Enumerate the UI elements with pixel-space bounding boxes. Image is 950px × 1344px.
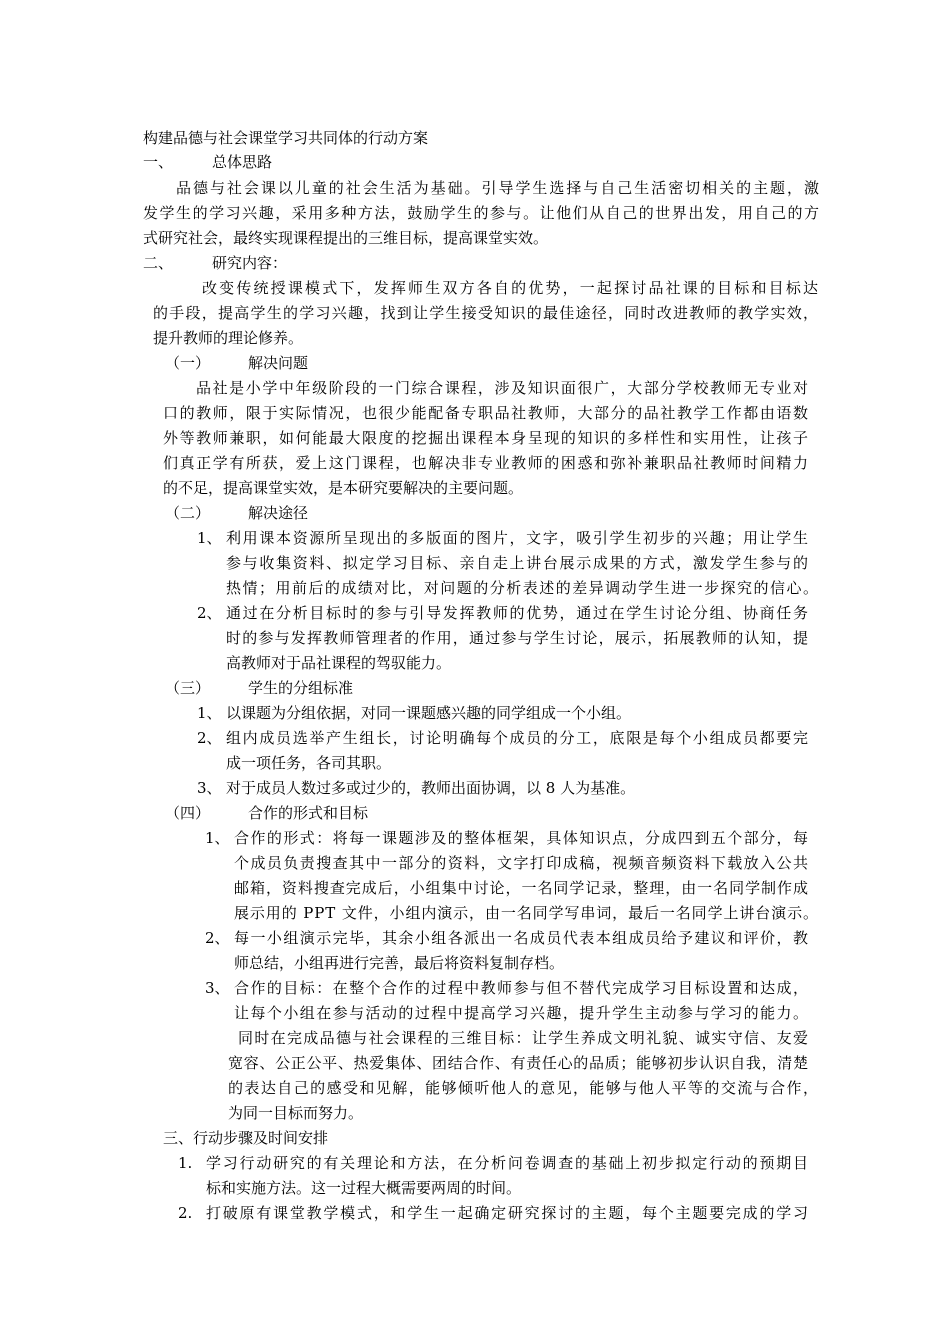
list-item-line: 每一小组演示完毕，其余小组各派出一名成员代表本组成员给予建议和评价，教	[234, 929, 810, 947]
section1-heading: 总体思路	[212, 153, 273, 171]
list-number: 1.	[178, 1154, 193, 1172]
document-title: 构建品德与社会课堂学习共同体的行动方案	[143, 129, 429, 147]
list-item-line: 高教师对于品社课程的驾驭能力。	[226, 654, 452, 672]
list-item-line: 为同一目标而努力。	[228, 1104, 364, 1122]
sub2-heading: 解决途径	[248, 504, 309, 522]
list-item-line: 时的参与发挥教师管理者的作用，通过参与学生讨论，展示，拓展教师的认知，提	[226, 629, 810, 647]
list-item-line: 热情；用前后的成绩对比，对问题的分析表述的差异调动学生进一步探究的信心。	[226, 579, 820, 597]
paragraph-line: 品社是小学中年级阶段的一门综合课程，涉及知识面很广，大部分学校教师无专业对	[196, 379, 810, 397]
paragraph-line: 的不足，提高课堂实效，是本研究要解决的主要问题。	[163, 479, 524, 497]
paragraph-line: 式研究社会，最终实现课程提出的三维目标，提高课堂实效。	[143, 229, 549, 247]
paragraph-line: 发学生的学习兴趣，采用多种方法，鼓励学生的参与。让他们从自己的世界出发，用自己的方	[143, 204, 821, 222]
list-item-line: 学习行动研究的有关理论和方法，在分析问卷调查的基础上初步拟定行动的预期目	[206, 1154, 810, 1172]
list-item-line: 展示用的 PPT 文件，小组内演示，由一名同学写串词，最后一名同学上讲台演示。	[234, 904, 819, 922]
list-item-line: 个成员负责搜查其中一部分的资料，文字打印成稿，视频音频资料下载放入公共	[234, 854, 810, 872]
list-item-line: 师总结，小组再进行完善，最后将资料复制存档。	[234, 954, 565, 972]
paragraph-line: 口的教师，限于实际情况，也很少能配备专职品社教师，大部分的品社教学工作都由语数	[163, 404, 810, 422]
paragraph-line: 们真正学有所获，爱上这门课程，也解决非专业教师的困惑和弥补兼职品社教师时间精力	[163, 454, 810, 472]
sub2-number: （二）	[165, 504, 211, 522]
list-item-line: 同时在完成品德与社会课程的三维目标：让学生养成文明礼貌、诚实守信、友爱	[238, 1029, 810, 1047]
list-item-line: 宽容、公正公平、热爱集体、团结合作、有责任心的品质；能够初步认识自我，清楚	[228, 1054, 809, 1072]
list-item-line: 对于成员人数过多或过少的，教师出面协调，以 8 人为基准。	[226, 779, 636, 797]
list-item-line: 合作的形式：将每一课题涉及的整体框架，具体知识点，分成四到五个部分，每	[234, 829, 810, 847]
list-number: 2、	[197, 604, 222, 622]
section2-heading: 研究内容：	[212, 254, 288, 272]
paragraph-line: 改变传统授课模式下，发挥师生双方各自的优势，一起探讨品社课的目标和目标达	[202, 279, 821, 297]
list-number: 2、	[205, 929, 230, 947]
list-number: 2、	[197, 729, 222, 747]
paragraph-line: 外等教师兼职，如何能最大限度的挖掘出课程本身呈现的知识的多样性和实用性，让孩子	[163, 429, 810, 447]
list-item-line: 打破原有课堂教学模式，和学生一起确定研究探讨的主题，每个主题要完成的学习	[206, 1204, 810, 1222]
sub3-number: （三）	[165, 679, 211, 697]
list-number: 1、	[197, 529, 222, 547]
section1-number: 一、	[143, 153, 174, 171]
sub3-heading: 学生的分组标准	[248, 679, 354, 697]
sub1-heading: 解决问题	[248, 354, 309, 372]
list-number: 1、	[197, 704, 222, 722]
paragraph-line: 提升教师的理论修养。	[153, 329, 304, 347]
list-item-line: 的表达自己的感受和见解，能够倾听他人的意见，能够与他人平等的交流与合作，	[228, 1079, 820, 1097]
sub4-number: （四）	[165, 804, 211, 822]
list-number: 3、	[197, 779, 222, 797]
list-item-line: 组内成员选举产生组长，讨论明确每个成员的分工，底限是每个小组成员都要完	[226, 729, 810, 747]
sub4-heading: 合作的形式和目标	[248, 804, 369, 822]
section3-heading: 三、行动步骤及时间安排	[163, 1129, 329, 1147]
list-number: 3、	[205, 979, 230, 997]
list-item-line: 参与收集资料、拟定学习目标、亲自走上讲台展示成果的方式，激发学生参与的	[226, 554, 810, 572]
list-number: 1、	[205, 829, 230, 847]
list-item-line: 邮箱，资料搜查完成后，小组集中讨论，一名同学记录，整理，由一名同学制作成	[234, 879, 809, 897]
list-item-line: 以课题为分组依据，对同一课题感兴趣的同学组成一个小组。	[226, 704, 632, 722]
list-item-line: 成一项任务，各司其职。	[226, 754, 392, 772]
list-item-line: 合作的目标：在整个合作的过程中教师参与但不替代完成学习目标设置和达成，	[234, 979, 810, 997]
list-item-line: 利用课本资源所呈现出的多版面的图片，文字，吸引学生初步的兴趣；用让学生	[226, 529, 810, 547]
list-number: 2.	[178, 1204, 193, 1222]
paragraph-line: 品德与社会课以儿童的社会生活为基础。引导学生选择与自己生活密切相关的主题，激	[176, 179, 821, 197]
section2-number: 二、	[143, 254, 174, 272]
list-item-line: 通过在分析目标时的参与引导发挥教师的优势，通过在学生讨论分组、协商任务	[226, 604, 810, 622]
list-item-line: 让每个小组在参与活动的过程中提高学习兴趣，提升学生主动参与学习的能力。	[234, 1004, 810, 1022]
paragraph-line: 的手段，提高学生的学习兴趣，找到让学生接受知识的最佳途径，同时改进教师的教学实效，	[153, 304, 820, 322]
list-item-line: 标和实施方法。这一过程大概需要两周的时间。	[206, 1179, 522, 1197]
sub1-number: （一）	[165, 354, 211, 372]
